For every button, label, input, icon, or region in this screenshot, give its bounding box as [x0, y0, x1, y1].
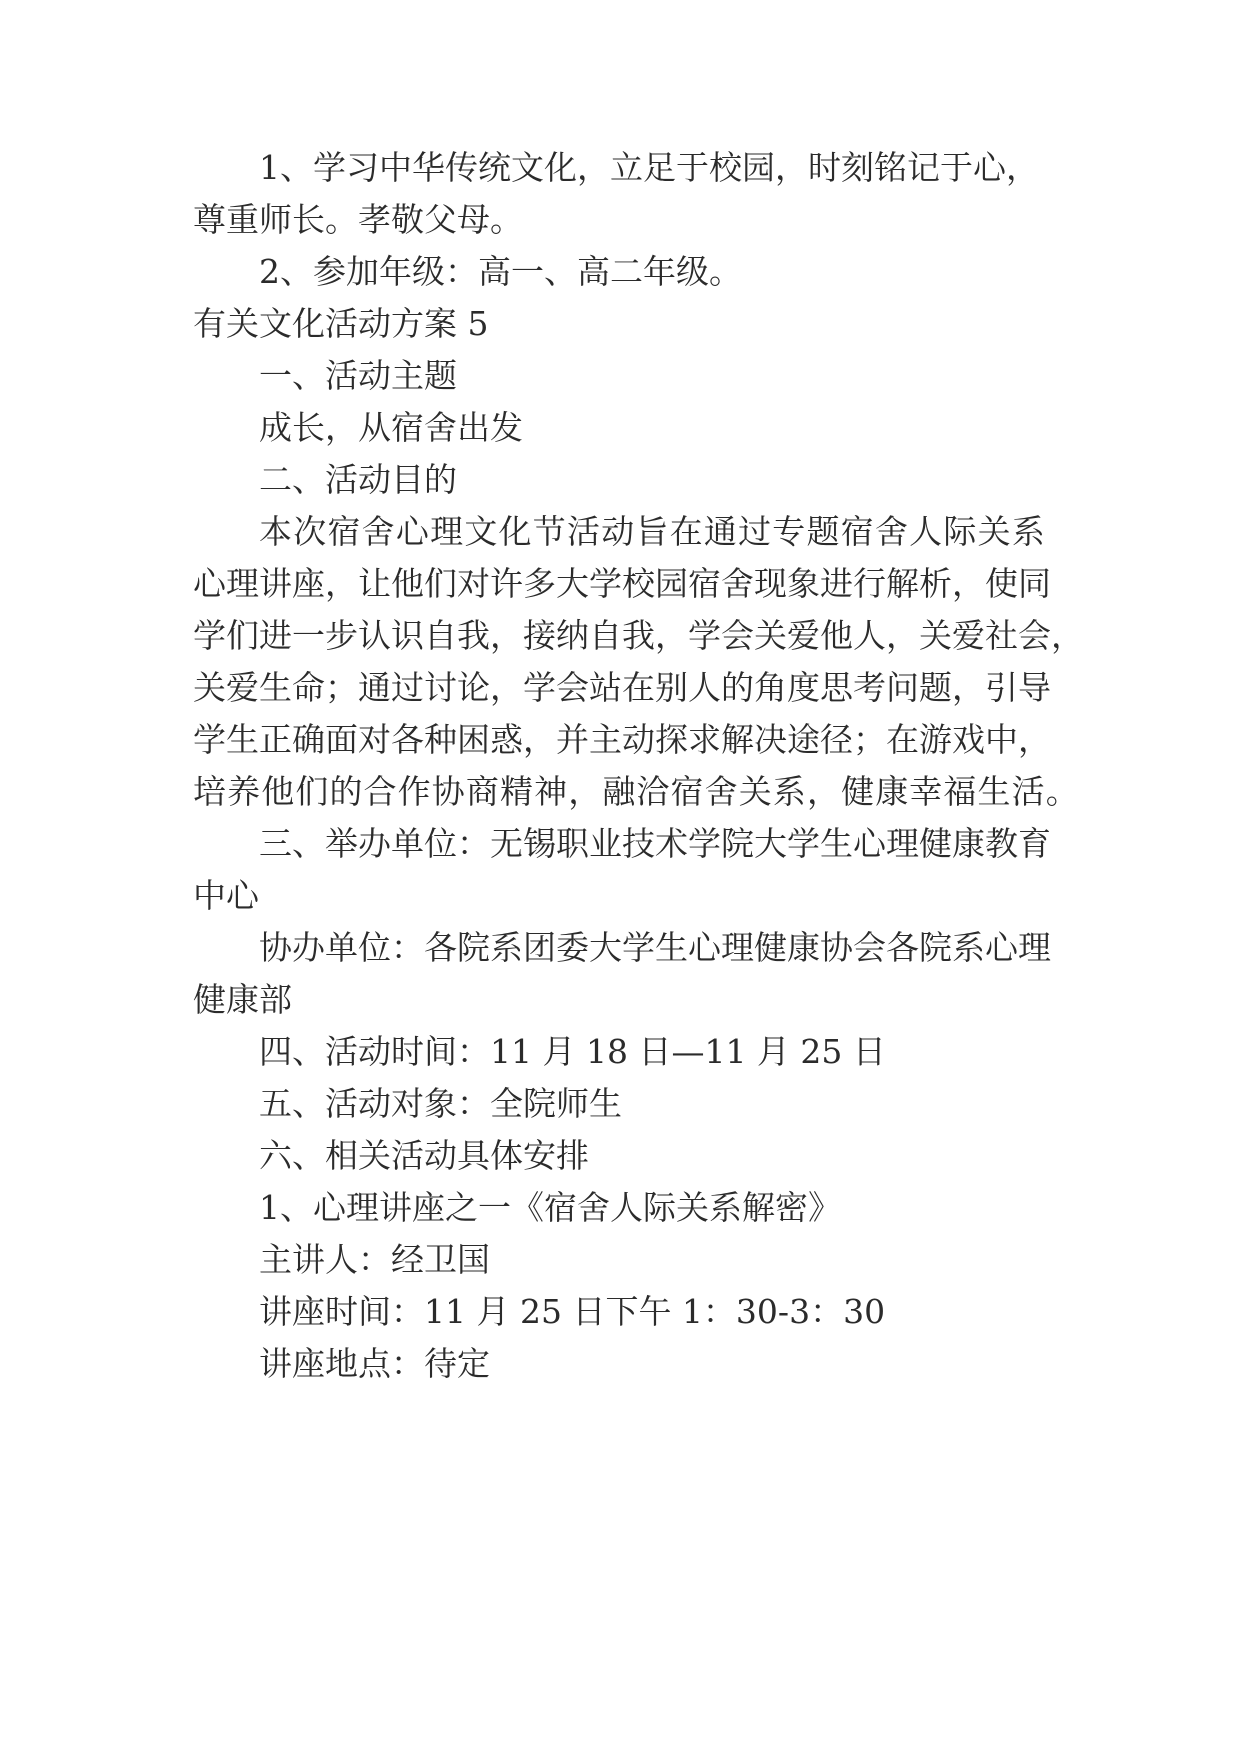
paragraph-line: 本 次 宿 舍 心 理 文 化 节 活 动 旨 在 通 过 专 题 宿 舍 人 际 关 系: [259, 512, 1045, 551]
paragraph-line: 心 理 讲 座 ， 让 他 们 对 许 多 大 学 校 园 宿 舍 现 象 进 行 解 析 ， 使 同: [193, 564, 1051, 603]
paragraph-line: 尊重师长。孝敬父母。: [193, 200, 523, 239]
section-heading: 有关文化活动方案 5: [193, 304, 489, 343]
section-subheading: 二、活动目的: [259, 460, 457, 499]
paragraph-line: 1、学习中华传统文化，立足于校园，时刻铭记于心，: [259, 148, 1039, 187]
paragraph-line: 学 们 进 一 步 认 识 自 我 ， 接 纳 自 我 ， 学 会 关 爱 他 人 ， 关 爱 社 会 ，: [193, 616, 1084, 655]
section-subheading: 一、活动主题: [259, 356, 457, 395]
paragraph-line: 五、活动对象：全院师生: [259, 1084, 622, 1123]
paragraph-line: 三 、 举 办 单 位 ： 无 锡 职 业 技 术 学 院 大 学 生 心 理 健 康 教 育: [259, 824, 1051, 863]
paragraph-line: 六、相关活动具体安排: [259, 1136, 589, 1175]
paragraph-line: 关 爱 生 命 ； 通 过 讨 论 ， 学 会 站 在 别 人 的 角 度 思 考 问 题 ， 引 导: [193, 668, 1051, 707]
paragraph-line: 培 养 他 们 的 合 作 协 商 精 神 ， 融 洽 宿 舍 关 系 ， 健 康 幸 福 生 活 。: [193, 772, 1079, 811]
paragraph-line: 讲座时间：11 月 25 日下午 1：30-3：30: [259, 1292, 886, 1331]
paragraph-line: 学 生 正 确 面 对 各 种 困 惑 ， 并 主 动 探 求 解 决 途 径 ； 在 游 戏 中 ，: [193, 720, 1051, 759]
paragraph-line: 成长，从宿舍出发: [259, 408, 523, 447]
paragraph-line: 四、活动时间：11 月 18 日—11 月 25 日: [259, 1032, 886, 1071]
paragraph-line: 主讲人：经卫国: [259, 1240, 490, 1279]
paragraph-line: 讲座地点：待定: [259, 1344, 490, 1383]
paragraph-line: 中心: [193, 876, 259, 915]
paragraph-line: 1、心理讲座之一《宿舍人际关系解密》: [259, 1188, 841, 1227]
paragraph-line: 健康部: [193, 980, 292, 1019]
paragraph-line: 协 办 单 位 ： 各 院 系 团 委 大 学 生 心 理 健 康 协 会 各 院 系 心 理: [259, 928, 1051, 967]
paragraph-line: 2、参加年级：高一、高二年级。: [259, 252, 742, 291]
